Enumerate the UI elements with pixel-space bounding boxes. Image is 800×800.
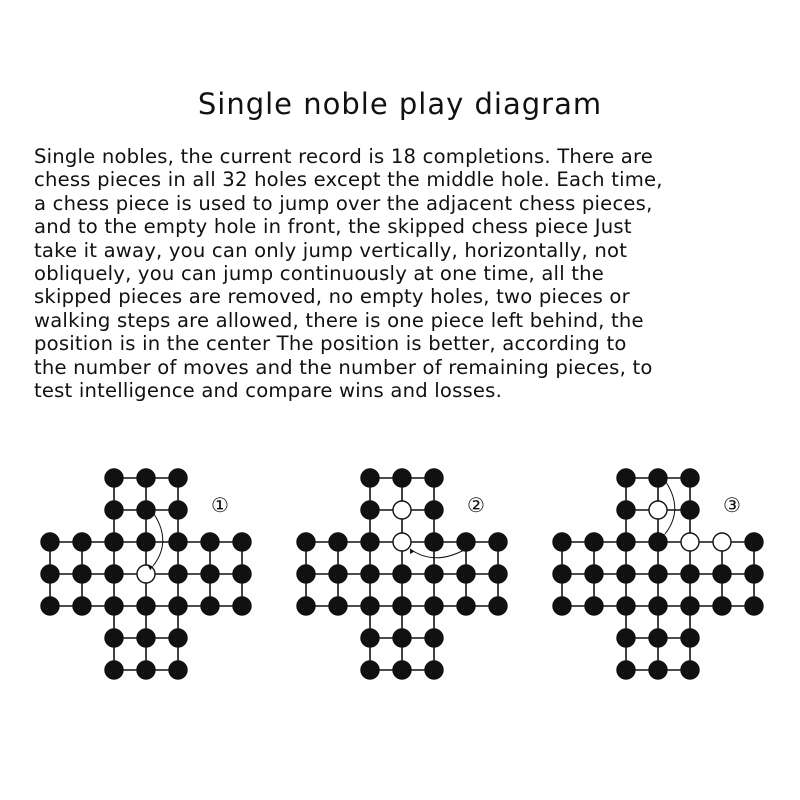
board-step-1 bbox=[40, 460, 280, 690]
peg bbox=[361, 661, 379, 679]
peg bbox=[329, 533, 347, 551]
peg bbox=[105, 533, 123, 551]
peg bbox=[681, 501, 699, 519]
peg bbox=[617, 501, 635, 519]
peg bbox=[617, 629, 635, 647]
peg bbox=[137, 501, 155, 519]
peg bbox=[489, 533, 507, 551]
peg bbox=[329, 565, 347, 583]
peg bbox=[553, 565, 571, 583]
empty-hole bbox=[713, 533, 731, 551]
peg bbox=[745, 565, 763, 583]
peg bbox=[137, 469, 155, 487]
peg bbox=[489, 597, 507, 615]
peg bbox=[617, 469, 635, 487]
peg bbox=[713, 565, 731, 583]
peg bbox=[457, 533, 475, 551]
peg bbox=[489, 565, 507, 583]
peg bbox=[361, 629, 379, 647]
peg bbox=[649, 533, 667, 551]
peg bbox=[233, 533, 251, 551]
peg bbox=[681, 469, 699, 487]
peg bbox=[169, 565, 187, 583]
board-diagrams bbox=[0, 460, 800, 690]
peg bbox=[585, 565, 603, 583]
peg bbox=[361, 533, 379, 551]
peg bbox=[457, 565, 475, 583]
peg bbox=[297, 565, 315, 583]
peg bbox=[425, 565, 443, 583]
rules-description: Single nobles, the current record is 18 completions. There are chess pieces in all 32 holes except the middle hole. Each time, a chess piece is used to jump over the adjacent chess pieces, and to the empty hole in front, the skipped chess piece Just take it away, you can only jump vertically, horizontally, not obliquely, you can jump continuously at one time, all the skipped pieces are removed, no empty holes, two pieces or walking steps are allowed, there is one piece left behind, the position is in the center The position is better, according to the number of moves and the number of remaining pieces, to test intelligence and compare wins and losses. bbox=[34, 145, 663, 403]
peg bbox=[297, 597, 315, 615]
peg bbox=[681, 565, 699, 583]
peg bbox=[41, 597, 59, 615]
peg bbox=[201, 565, 219, 583]
peg bbox=[393, 469, 411, 487]
peg bbox=[649, 469, 667, 487]
step-label: ② bbox=[467, 493, 485, 517]
peg bbox=[681, 661, 699, 679]
peg bbox=[105, 629, 123, 647]
board-step-3 bbox=[552, 460, 792, 690]
empty-hole bbox=[649, 501, 667, 519]
board-step-2 bbox=[296, 460, 536, 690]
peg bbox=[169, 469, 187, 487]
empty-hole bbox=[681, 533, 699, 551]
peg bbox=[169, 629, 187, 647]
peg bbox=[393, 629, 411, 647]
peg bbox=[617, 533, 635, 551]
peg bbox=[41, 533, 59, 551]
peg bbox=[105, 501, 123, 519]
peg bbox=[393, 661, 411, 679]
peg bbox=[361, 597, 379, 615]
peg bbox=[105, 661, 123, 679]
peg bbox=[233, 597, 251, 615]
peg bbox=[393, 597, 411, 615]
peg bbox=[649, 629, 667, 647]
peg bbox=[393, 565, 411, 583]
peg bbox=[617, 597, 635, 615]
peg bbox=[105, 565, 123, 583]
peg bbox=[649, 661, 667, 679]
peg bbox=[233, 565, 251, 583]
peg bbox=[425, 661, 443, 679]
step-label: ① bbox=[211, 493, 229, 517]
peg bbox=[137, 533, 155, 551]
peg bbox=[73, 597, 91, 615]
peg bbox=[73, 533, 91, 551]
peg bbox=[425, 501, 443, 519]
peg bbox=[105, 469, 123, 487]
peg bbox=[41, 565, 59, 583]
peg bbox=[201, 533, 219, 551]
peg bbox=[137, 661, 155, 679]
peg bbox=[425, 469, 443, 487]
peg bbox=[553, 533, 571, 551]
peg bbox=[361, 501, 379, 519]
peg bbox=[137, 629, 155, 647]
peg bbox=[681, 629, 699, 647]
peg bbox=[681, 597, 699, 615]
peg bbox=[361, 565, 379, 583]
peg bbox=[105, 597, 123, 615]
empty-hole bbox=[393, 533, 411, 551]
empty-hole bbox=[393, 501, 411, 519]
peg bbox=[169, 533, 187, 551]
peg bbox=[73, 565, 91, 583]
board-svg bbox=[40, 460, 280, 690]
peg bbox=[137, 597, 155, 615]
peg bbox=[297, 533, 315, 551]
peg bbox=[617, 661, 635, 679]
board-svg bbox=[552, 460, 792, 690]
peg bbox=[425, 629, 443, 647]
arrow-head bbox=[410, 549, 414, 554]
peg bbox=[425, 533, 443, 551]
peg bbox=[617, 565, 635, 583]
peg bbox=[713, 597, 731, 615]
peg bbox=[361, 469, 379, 487]
peg bbox=[329, 597, 347, 615]
diagram-title: Single noble play diagram bbox=[197, 87, 603, 121]
peg bbox=[649, 597, 667, 615]
peg bbox=[553, 597, 571, 615]
step-label: ③ bbox=[723, 493, 741, 517]
peg bbox=[585, 597, 603, 615]
peg bbox=[425, 597, 443, 615]
peg bbox=[745, 597, 763, 615]
peg bbox=[649, 565, 667, 583]
peg bbox=[169, 501, 187, 519]
peg bbox=[169, 597, 187, 615]
peg bbox=[201, 597, 219, 615]
peg bbox=[457, 597, 475, 615]
board-svg bbox=[296, 460, 536, 690]
peg bbox=[745, 533, 763, 551]
empty-hole bbox=[137, 565, 155, 583]
peg bbox=[585, 533, 603, 551]
peg bbox=[169, 661, 187, 679]
